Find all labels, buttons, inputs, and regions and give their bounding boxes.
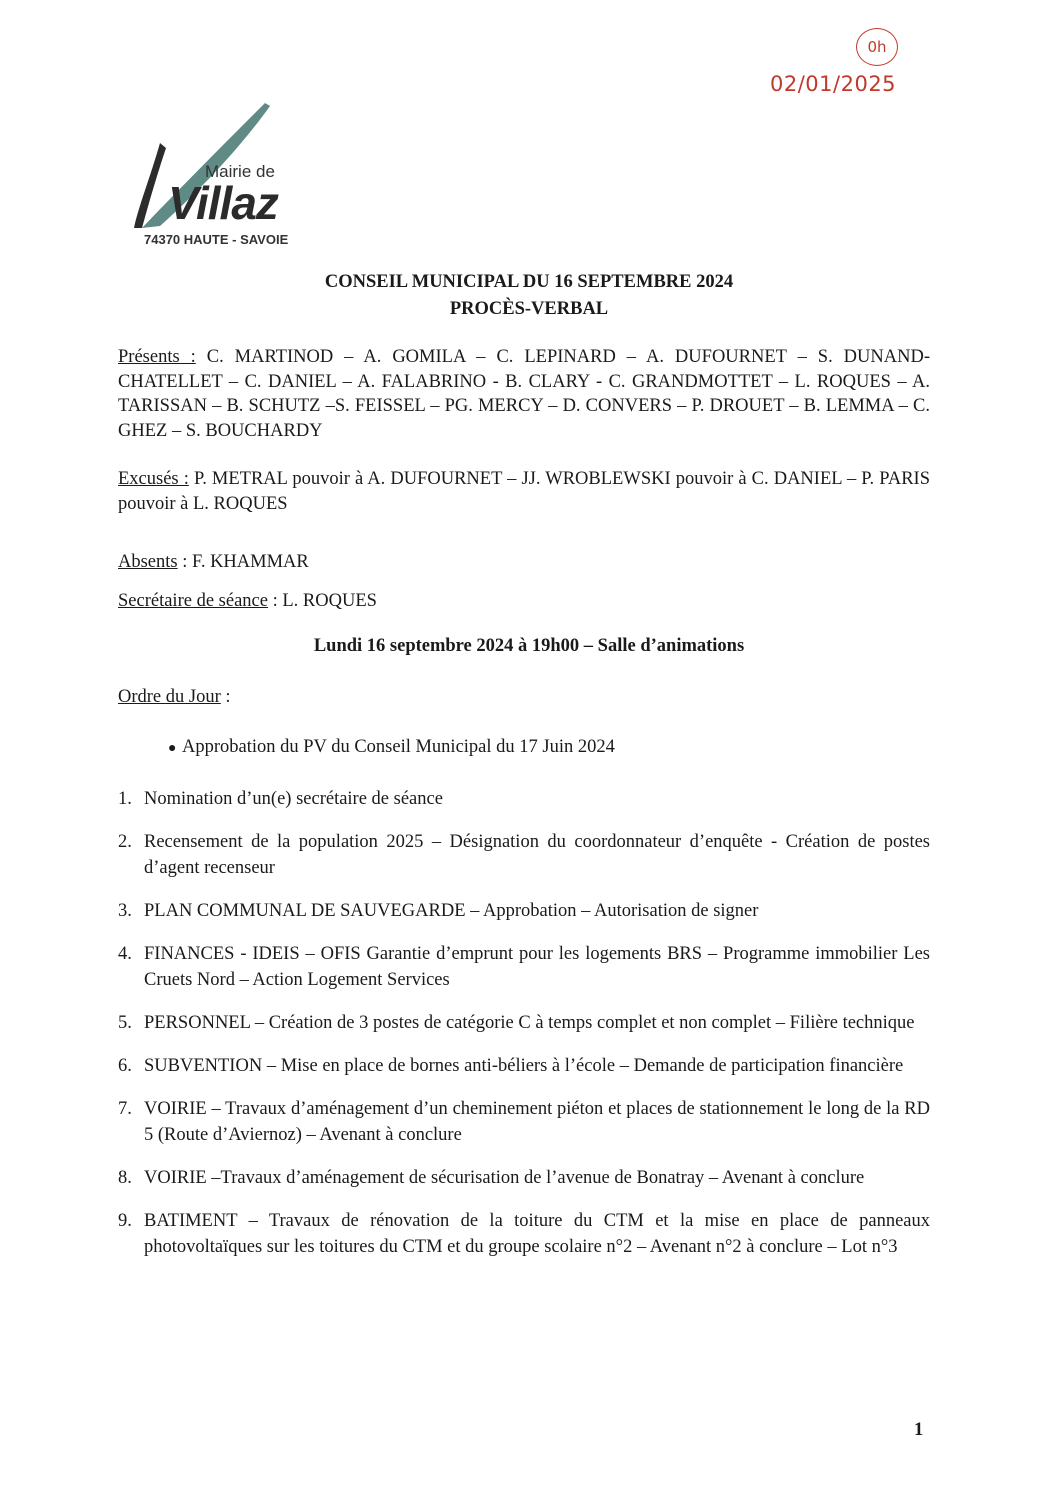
- agenda-item-text: VOIRIE –Travaux d’aménagement de sécurisation de l’avenue de Bonatray – Avenant à conclure: [144, 1168, 865, 1188]
- agenda-item-number: 7.: [118, 1099, 132, 1119]
- page-number: 1: [914, 1420, 924, 1440]
- excuses-text: P. METRAL pouvoir à A. DUFOURNET – JJ. WROBLEWSKI pouvoir à C. DANIEL – P. PARIS pouvoir à L. ROQUES: [118, 469, 930, 514]
- agenda-item: [118, 1165, 930, 1191]
- agenda-item-text: PLAN COMMUNAL DE SAUVEGARDE – Approbation – Autorisation de signer: [144, 901, 759, 921]
- absents-label: Absents: [118, 552, 178, 572]
- document-title: CONSEIL MUNICIPAL DU 16 SEPTEMBRE 2024: [324, 272, 734, 292]
- bullet-icon: ●: [168, 741, 177, 756]
- agenda-item-number: 8.: [118, 1168, 132, 1188]
- agenda-item-number: 9.: [118, 1211, 132, 1231]
- agenda-item-text: BATIMENT – Travaux de rénovation de la toiture du CTM et la mise en place de panneaux photovoltaïques sur les toitures du CTM et du groupe scolaire n°2 – Avenant n°2 à conclure – Lot n°3: [144, 1211, 930, 1257]
- ordre-label: Ordre du Jour: [118, 687, 221, 707]
- stamp-circle: 0h: [856, 28, 898, 66]
- mairie-logo: [120, 98, 320, 258]
- agenda-item-number: 1.: [118, 789, 132, 809]
- presents-text: C. MARTINOD – A. GOMILA – C. LEPINARD – A. DUFOURNET – S. DUNAND-CHATELLET – C. DANIEL – A. FALABRINO - B. CLARY - C. GRANDMOTTET – L. ROQUES – A. TARISSAN – B. SCHUTZ –S. FEISSEL – PG. MERCY – D. CONVERS – P. DROUET – B. LEMMA – C. GHEZ – S. BOUCHARDY: [118, 347, 930, 441]
- agenda-item: [118, 786, 930, 812]
- agenda-item: [118, 1208, 930, 1260]
- ordre-colon: :: [220, 687, 231, 707]
- secretaire-paragraph: [118, 589, 930, 614]
- agenda-item: [118, 1096, 930, 1148]
- agenda-item: [118, 1053, 930, 1079]
- approbation-bullet: [168, 737, 615, 758]
- received-stamp: [770, 28, 940, 108]
- agenda-item-text: Recensement de la population 2025 – Désignation du coordonnateur d’enquête - Création de postes d’agent recenseur: [144, 832, 930, 878]
- secretaire-label: Secrétaire de séance: [118, 591, 268, 611]
- presents-paragraph: [118, 345, 930, 443]
- agenda-item-number: 3.: [118, 901, 132, 921]
- bullet-text: Approbation du PV du Conseil Municipal du 17 Juin 2024: [182, 737, 615, 757]
- presents-label: Présents :: [118, 347, 196, 367]
- agenda-item-text: VOIRIE – Travaux d’aménagement d’un cheminement piéton et places de stationnement le long de la RD 5 (Route d’Aviernoz) – Avenant à conclure: [144, 1099, 930, 1145]
- agenda-item: [118, 829, 930, 881]
- logo-mairie-text: Mairie de: [205, 162, 275, 181]
- agenda-item: [118, 941, 930, 993]
- excuses-label: Excusés :: [118, 469, 189, 489]
- absents-paragraph: [118, 550, 930, 575]
- agenda-item: [118, 1010, 930, 1036]
- logo-name: Villaz: [168, 177, 278, 229]
- agenda-item-text: FINANCES - IDEIS – OFIS Garantie d’emprunt pour les logements BRS – Programme immobilier Les Cruets Nord – Action Logement Services: [144, 944, 930, 990]
- agenda-item-number: 2.: [118, 832, 132, 852]
- agenda-item-text: PERSONNEL – Création de 3 postes de catégorie C à temps complet et non complet – Filière technique: [144, 1013, 915, 1033]
- agenda-item-number: 5.: [118, 1013, 132, 1033]
- agenda-item-number: 4.: [118, 944, 132, 964]
- stamp-date: 02/01/2025: [770, 72, 897, 96]
- agenda-item-text: SUBVENTION – Mise en place de bornes anti-béliers à l’école – Demande de participation financière: [144, 1056, 904, 1076]
- document-subtitle: PROCÈS-VERBAL: [449, 299, 609, 319]
- agenda-list: [118, 786, 930, 1277]
- logo-department: 74370 HAUTE - SAVOIE: [144, 232, 289, 247]
- excuses-paragraph: [118, 467, 930, 516]
- agenda-item-number: 6.: [118, 1056, 132, 1076]
- agenda-item: [118, 898, 930, 924]
- absents-text: : F. KHAMMAR: [177, 552, 309, 572]
- agenda-item-text: Nomination d’un(e) secrétaire de séance: [144, 789, 443, 809]
- secretaire-text: : L. ROQUES: [267, 591, 377, 611]
- seance-heading: Lundi 16 septembre 2024 à 19h00 – Salle d’animations: [313, 636, 745, 656]
- ordre-du-jour-heading: [118, 687, 231, 708]
